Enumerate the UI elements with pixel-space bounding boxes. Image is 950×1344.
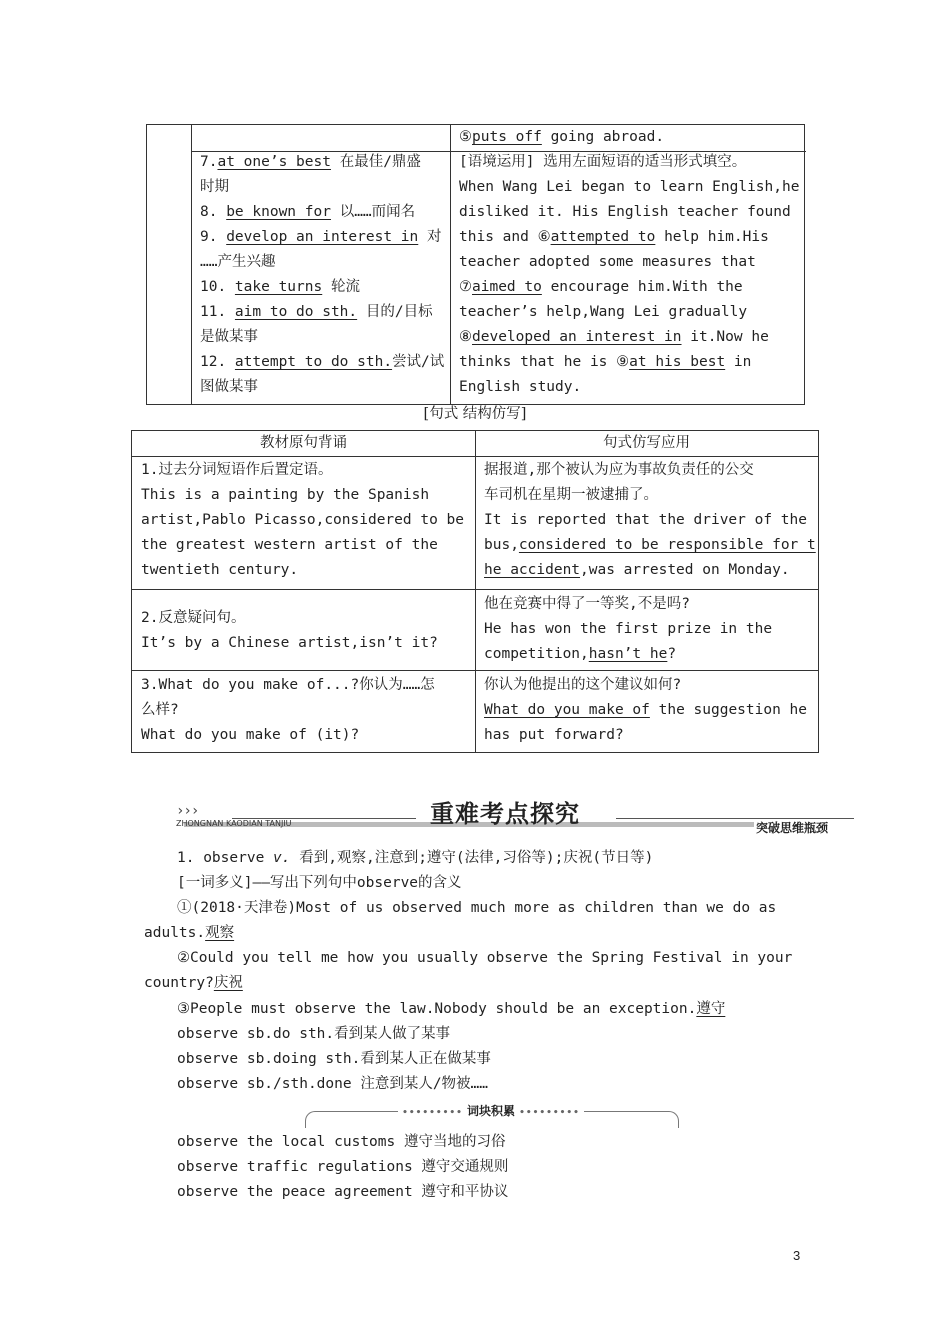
body-line: ①(2018·天津卷)Most of us observed much more as children than we do as [177, 900, 777, 916]
sentence-line: the greatest western artist of the [141, 537, 438, 553]
sentence-line: It’s by a Chinese artist,isn’t it? [141, 635, 438, 651]
sentence-line: 么样? [141, 702, 179, 718]
body-line: observe sb.do sth.看到某人做了某事 [177, 1026, 451, 1042]
phrase-line: 是做某事 [200, 329, 258, 345]
original-sentence-cell [141, 673, 435, 748]
body-line: adults.观察 [144, 925, 235, 941]
sentence-line: twentieth century. [141, 562, 299, 578]
row-divider [132, 670, 818, 671]
sentence-line: It is reported that the driver of the [484, 512, 808, 528]
sentence-line: What do you make of the suggestion he [484, 702, 808, 718]
phrase-line: 11. aim to do sth. 目的/目标 [200, 304, 433, 320]
banner-subtitle: 突破思维瓶颈 [756, 821, 829, 835]
sentence-line: 车司机在星期一被逮捕了。 [484, 487, 658, 503]
body-line: observe sb./sth.done 注意到某人/物被…… [177, 1076, 489, 1092]
exercise-line: this and ⑥attempted to help him.His [459, 229, 769, 245]
phrase-line: 10. take turns 轮流 [200, 279, 360, 295]
banner-title: 重难考点探究 [430, 800, 580, 828]
context-exercise [459, 150, 799, 400]
header-original: 教材原句背诵 [260, 435, 347, 451]
sentence-line: competition,hasn’t he? [484, 646, 677, 662]
body-line: 1. observe v. 看到,观察,注意到;遵守(法律,习俗等);庆祝(节日等) [177, 850, 654, 866]
exercise-line: teacher’s help,Wang Lei gradually [459, 304, 748, 320]
vocab-table [146, 124, 805, 405]
exercise-line: thinks that he is ⑨at his best in [459, 354, 752, 370]
sentence-line: He has won the first prize in the [484, 621, 773, 637]
imitation-sentence-cell [484, 592, 772, 667]
row-divider [132, 589, 818, 590]
table-row-first: ⑤puts off going abroad. [459, 129, 665, 145]
imitation-sentence-cell [484, 673, 807, 748]
vocab-header [305, 1103, 677, 1127]
section-title: [句式 结构仿写] [423, 406, 527, 422]
body-line: ③People must observe the law.Nobody should be an exception.遵守 [177, 1001, 726, 1017]
phrase-line: 7.at one’s best 在最佳/鼎盛 [200, 154, 421, 170]
body-line: ②Could you tell me how you usually observe the Spring Festival in your [177, 950, 793, 966]
exercise-line: ⑧developed an interest in it.Now he [459, 329, 769, 345]
sentence-line: This is a painting by the Spanish [141, 487, 430, 503]
sentence-line: 他在竞赛中得了一等奖,不是吗? [484, 596, 690, 612]
exercise-line: When Wang Lei began to learn English,he [459, 179, 800, 195]
sentence-table [131, 430, 819, 753]
vocab-item: observe traffic regulations 遵守交通规则 [177, 1159, 509, 1175]
body-line: observe sb.doing sth.看到某人正在做某事 [177, 1051, 491, 1067]
body-line: [一词多义]——写出下列句中observe的含义 [177, 875, 462, 891]
row-divider [132, 456, 818, 457]
dots-decoration: ••••••••• [402, 1108, 467, 1118]
sentence-line: has put forward? [484, 727, 624, 743]
sentence-line: artist,Pablo Picasso,considered to be [141, 512, 465, 528]
phrase-line: 12. attempt to do sth.尝试/试 [200, 354, 445, 370]
column-divider [475, 431, 476, 752]
imitation-sentence-cell [484, 458, 816, 583]
sentence-line: bus,considered to be responsible for t [484, 537, 816, 553]
sentence-line: What do you make of (it)? [141, 727, 360, 743]
exercise-line: disliked it. His English teacher found [459, 204, 791, 220]
banner-line-left [232, 818, 416, 819]
phrase-line: 8. be known for 以……而闻名 [200, 204, 416, 220]
phrase-line: 时期 [200, 179, 229, 195]
sentence-line: 2.反意疑问句。 [141, 610, 246, 626]
vocab-item: observe the local customs 遵守当地的习俗 [177, 1134, 506, 1150]
sentence-line: 你认为他提出的这个建议如何? [484, 677, 682, 693]
phrase-list [200, 150, 444, 400]
sentence-line: 3.What do you make of...?你认为……怎 [141, 677, 435, 693]
table-margin-column [147, 125, 192, 404]
sentence-line: 1.过去分词短语作后置定语。 [141, 462, 333, 478]
phrase-line: ……产生兴趣 [200, 254, 276, 270]
sentence-line: he accident,was arrested on Monday. [484, 562, 790, 578]
exercise-line: [语境运用] 选用左面短语的适当形式填空。 [459, 154, 747, 170]
exercise-line: English study. [459, 379, 582, 395]
original-sentence-cell [141, 606, 438, 656]
banner-pinyin: ZHONGNAN KAODIAN TANJIU [176, 819, 292, 828]
section-banner [172, 800, 854, 840]
chevron-icon: ››› [176, 803, 199, 819]
exercise-line: ⑦aimed to encourage him.With the [459, 279, 743, 295]
dots-decoration: ••••••••• [515, 1108, 580, 1118]
original-sentence-cell [141, 458, 464, 583]
vocab-item: observe the peace agreement 遵守和平协议 [177, 1184, 509, 1200]
phrase-line: 图做某事 [200, 379, 258, 395]
vocab-header-label: 词块积累 [466, 1104, 515, 1118]
sentence-line: 据报道,那个被认为应为事故负责任的公交 [484, 462, 754, 478]
header-imitation: 句式仿写应用 [603, 435, 690, 451]
exercise-line: teacher adopted some measures that [459, 254, 756, 270]
phrase-line: 9. develop an interest in 对 [200, 229, 442, 245]
body-line: country?庆祝 [144, 975, 243, 991]
page-number: 3 [793, 1248, 801, 1263]
